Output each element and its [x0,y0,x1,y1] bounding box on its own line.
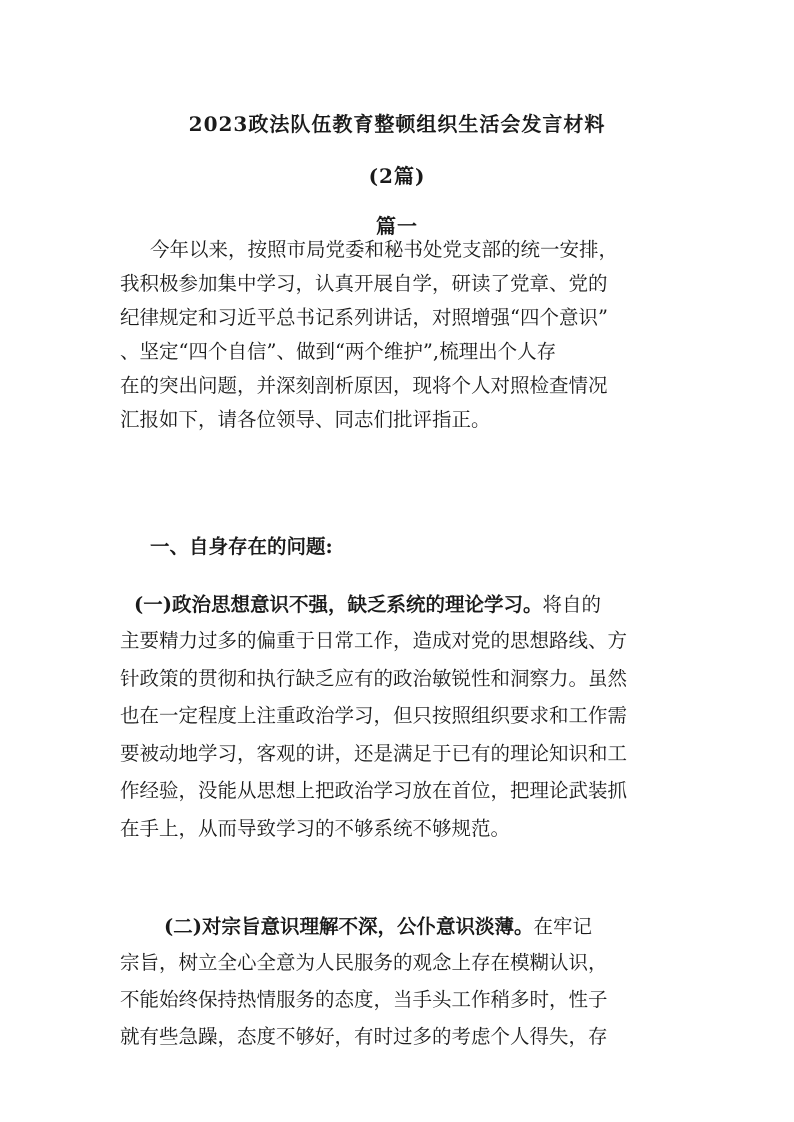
text-line: 主要精力过多的偏重于日常工作，造成对党的思想路线、方 [120,629,628,652]
text-line: 、坚定“四个自信”、做到“两个维护”,梳理出个人存 [120,340,557,363]
text-line [120,588,680,622]
text-line: 针政策的贯彻和执行缺乏应有的政治敏锐性和洞察力。虽然 [120,666,628,690]
paragraph-2-tail: 在牢记 [533,915,592,938]
paragraph-1-tail: 将自的 [542,593,601,616]
section-title: 篇一 [376,214,418,238]
text-line: 在手上，从而导致学习的不够系统不够规范。 [120,816,511,840]
document-subtitle: (2篇) [368,164,426,188]
text-line: 纪律规定和习近平总书记系列讲话，对照增强“四个意识” [120,306,608,329]
text-line: 汇报如下，请各位领导、同志们批评指正。 [120,408,491,431]
text-line: 就有些急躁，态度不够好，有时过多的考虑个人得失，存 [120,1025,608,1048]
text-line: 要被动地学习，客观的讲，还是满足于已有的理论知识和工 [120,741,628,765]
text-line: 作经验，没能从思想上把政治学习放在首位，把理论武装抓 [120,779,628,802]
text-line [120,910,680,944]
text-line: 宗旨，树立全心全意为人民服务的观念上存在模糊认识， [120,951,608,974]
paragraph-2 [120,910,680,1055]
document-title: 2023政法队伍教育整顿组织生活会发言材料 [188,112,606,136]
paragraph-2-heading: (二)对宗旨意识理解不深，公仆意识淡薄。 [164,915,534,938]
intro-paragraph [120,233,680,437]
text-line: 我积极参加集中学习，认真开展自学，研读了党章、党的 [120,272,608,295]
text-line: 在的突出问题，并深刻剖析原因，现将个人对照检查情况 [120,374,608,397]
text-line: 今年以来，按照市局党委和秘书处党支部的统一安排， [150,238,619,261]
text-line: 不能始终保持热情服务的态度，当手头工作稍多时，性子 [120,988,608,1011]
paragraph-1 [120,588,680,847]
text-line: 也在一定程度上注重政治学习，但只按照组织要求和工作需 [120,704,628,727]
heading-problems: 一、自身存在的问题: [150,535,333,558]
paragraph-1-heading: (一)政治思想意识不强，缺乏系统的理论学习。 [134,593,543,616]
